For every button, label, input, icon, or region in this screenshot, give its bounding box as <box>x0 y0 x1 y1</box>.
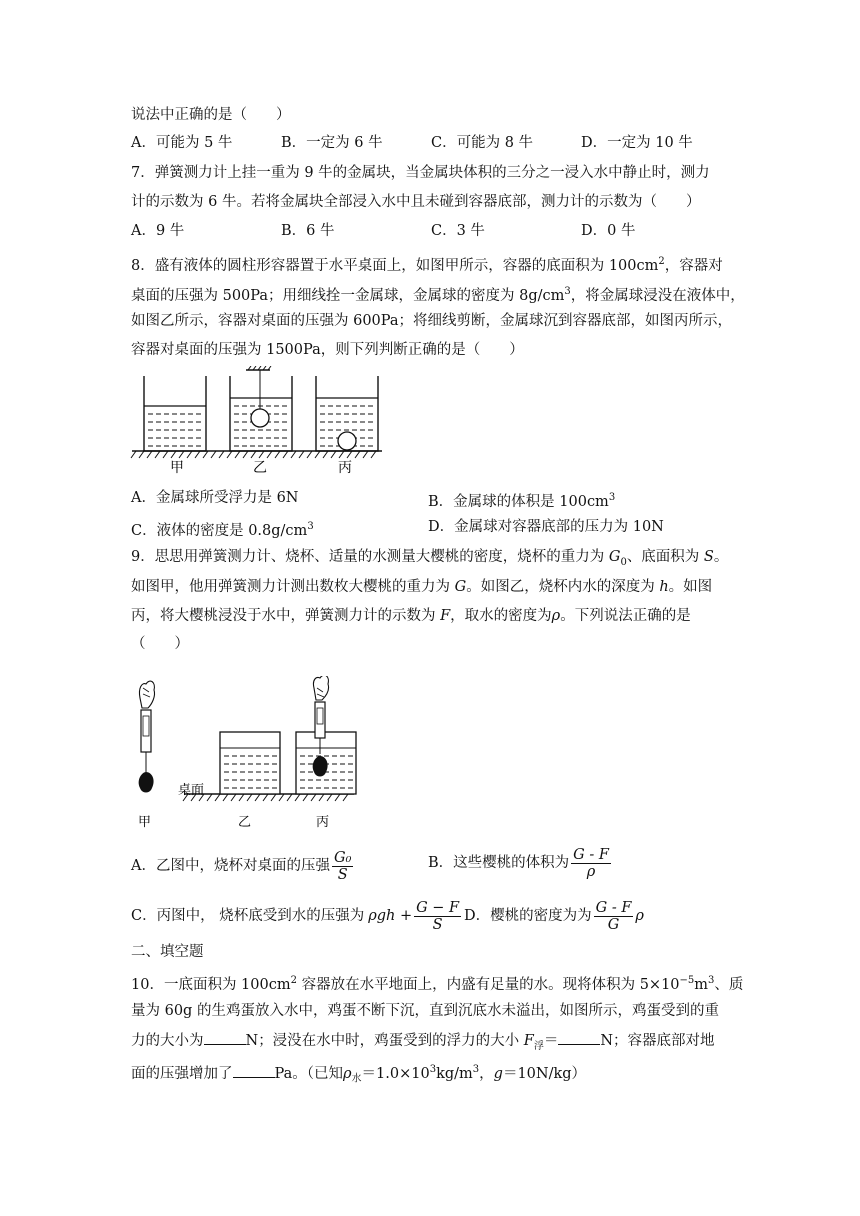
q6-option-a: A．可能为 5 牛 <box>131 135 233 151</box>
container-yi <box>230 366 292 451</box>
fig-label-jia: 甲 <box>138 815 152 830</box>
q7-option-b: B．6 牛 <box>281 223 335 239</box>
cherries-jia <box>139 772 154 793</box>
q9-option-d: D．樱桃的密度为为 $\frac{G - F}{G}$ ρ <box>464 899 644 933</box>
hand-jia <box>139 681 154 708</box>
q8-option-a: A．金属球所受浮力是 6N <box>131 490 299 506</box>
q8-stem-line2: 桌面的压强为 500Pa；用细线拴一金属球，金属球的密度为 $8g/cm^3$，将金属球浸没在液体中， <box>131 286 745 304</box>
container-jia <box>144 376 206 451</box>
answer-blank-2[interactable] <box>558 1030 600 1045</box>
hand-bing <box>313 676 328 700</box>
q6-stem-tail: 说法中正确的是（ ） <box>131 107 291 123</box>
fig-label-yi: 乙 <box>253 460 267 476</box>
q9-stem-line3: 丙，将大樱桃浸没于水中，弹簧测力计的示数为 F，取水的密度为ρ。下列说法正确的是 <box>131 608 691 624</box>
fig-label-bing: 丙 <box>316 815 330 830</box>
q10-stem-line4: 面的压强增加了 Pa。（已知$\rho_水=1.0\times 10^3kg/m^3$，g＝10N/kg） <box>131 1064 587 1085</box>
q9-option-a: A．乙图中，烧杯对桌面的压强 $\frac{\text{G₀}}{S}$ <box>131 849 352 883</box>
q9-option-b: B．这些樱桃的体积为 $\frac{G - F}{\rho}$ <box>428 846 609 880</box>
q8-option-c: C．液体的密度是 $0.8g/cm^3$ <box>131 521 314 539</box>
q8-option-d: D．金属球对容器底部的压力为 10N <box>428 519 664 535</box>
q8-option-b: B．金属球的体积是 $100cm^3$ <box>428 492 616 510</box>
fig-label-bing: 丙 <box>338 460 352 476</box>
q8-stem-line4: 容器对桌面的压强为 1500Pa，则下列判断正确的是（ ） <box>131 342 524 358</box>
q9-option-c: C．丙图中， 烧杯底受到水的压强为 ρgh + $\frac{G - F}{S}$ <box>131 899 460 933</box>
q9-stem-line1: 9．思思用弹簧测力计、烧杯、适量的水测量大樱桃的密度，烧杯的重力为 $G_0$、底面积为 S。 <box>131 549 729 568</box>
q6-option-c: C．可能为 8 牛 <box>431 135 534 151</box>
answer-blank-1[interactable] <box>204 1030 246 1045</box>
q8-stem-line1: 8．盛有液体的圆柱形容器置于水平桌面上，如图甲所示，容器的底面积为 $100cm^2$，容器对 <box>131 256 723 274</box>
q6-option-b: B．一定为 6 牛 <box>281 135 383 151</box>
fig-label-yi: 乙 <box>238 815 252 830</box>
q8-figure <box>128 366 390 478</box>
q10-stem-line2: 量为 60g 的生鸡蛋放入水中，鸡蛋不断下沉，直到沉底水未溢出，如图所示，鸡蛋受到的重 <box>131 1003 719 1019</box>
q7-option-a: A．9 牛 <box>131 223 185 239</box>
q9-figure <box>126 676 366 832</box>
desk-label: 桌面 <box>178 783 205 798</box>
q7-option-d: D．0 牛 <box>581 223 636 239</box>
q9-stem-line4: （ ） <box>131 636 189 652</box>
q9-stem-line2: 如图甲，他用弹簧测力计测出数枚大樱桃的重力为 G。如图乙，烧杯内水的深度为 h。如图 <box>131 579 713 595</box>
q6-option-d: D．一定为 10 牛 <box>581 135 693 151</box>
beaker-yi <box>220 732 280 794</box>
answer-blank-3[interactable] <box>233 1063 275 1078</box>
q8-stem-line3: 如图乙所示，容器对桌面的压强为 600Pa；将细线剪断，金属球沉到容器底部，如图丙所示， <box>131 313 733 329</box>
q7-stem-line2: 计的示数为 6 牛。若将金属块全部浸入水中且未碰到容器底部，测力计的示数为（ ） <box>131 194 701 210</box>
q10-stem-line3: 力的大小为 N；浸没在水中时，鸡蛋受到的浮力的大小 $F_浮= N$；容器底部对地 <box>131 1030 715 1057</box>
q7-stem-line1: 7．弹簧测力计上挂一重为 9 牛的金属块，当金属块体积的三分之一浸入水中静止时，测力 <box>131 165 710 181</box>
fig-label-jia: 甲 <box>170 460 184 476</box>
container-bing <box>316 376 378 451</box>
spring-scale-jia <box>141 710 151 772</box>
q7-option-c: C．3 牛 <box>431 223 485 239</box>
section-title: 二、填空题 <box>131 944 204 960</box>
q10-stem-line1: 10．一底面积为 $100cm^2$ 容器放在水平地面上，内盛有足量的水。现将体积为 $5\times 10^{-5}m^3$、质 <box>131 975 744 993</box>
